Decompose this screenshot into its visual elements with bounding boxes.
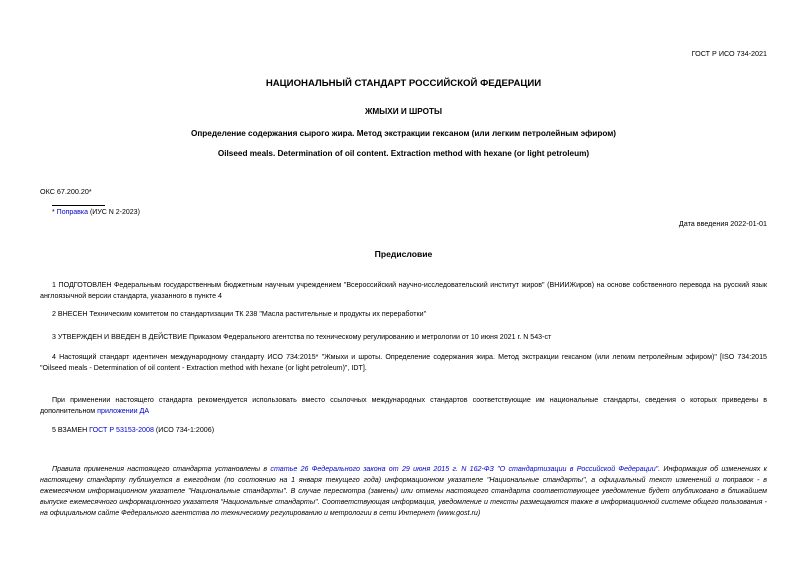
russian-title: Определение содержания сырого жира. Метод экстракции гексаном (или легким петролейным эфиром) <box>190 129 617 138</box>
footnote-prefix: * <box>52 209 57 216</box>
application-rules-paragraph <box>40 464 767 519</box>
rules-text-start: Правила применения настоящего стандарта установлены в <box>52 465 271 473</box>
preface-heading: Предисловие <box>374 249 433 259</box>
english-title: Oilseed meals. Determination of oil content. Extraction method with hexane (or light petroleum) <box>217 149 590 158</box>
amendment-link[interactable]: Поправка <box>56 209 89 216</box>
footnote <box>52 209 140 216</box>
preface-paragraph-3: 3 УТВЕРЖДЕН И ВВЕДЕН В ДЕЙСТВИЕ Приказом Федерального агентства по техническому регулированию и метрологии от 10 июня 2021 г. N 543-ст <box>52 333 552 341</box>
standard-title: НАЦИОНАЛЬНЫЙ СТАНДАРТ РОССИЙСКОЙ ФЕДЕРАЦИИ <box>265 78 542 89</box>
preface-paragraph-4: 4 Настоящий стандарт идентичен международному стандарту ИСО 734:2015* "Жмыхи и шроты. Определение содержания жира. Метод экстракции гексаном (или легким петролейным эфиром)" [ISO 734:2015 "Oilseed meals - Determination of oil content - Extraction method with hexane (or light petroleum)", IDT]. <box>40 353 767 372</box>
oks-code: ОКС 67.200.20* <box>40 187 92 196</box>
document-code: ГОСТ Р ИСО 734-2021 <box>691 49 767 58</box>
paragraph-text: При применении настоящего стандарта рекомендуется использовать вместо ссылочных международных стандартов соответствующие им национальные стандарты, сведения о которых приведены в дополнительном <box>40 396 767 415</box>
product-title: ЖМЫХИ И ШРОТЫ <box>365 107 442 116</box>
footnote-suffix: (ИУС N 2-2023) <box>88 209 140 216</box>
rules-text-rest: . Информация об изменениях к настоящему стандарту публикуется в ежегодном (по состоянию на 1 января текущего года) информационном указателе "Национальные стандарты", а официальный текст изменений и поправок - в ежемесячном информационном указателе "Национальные стандарты". В случае пересмотра (замены) или отмены настоящего стандарта соответствующее уведомление будет опубликовано в ближайшем выпуске ежемесячного информационного указателя "Национальные стандарты". Соответствующая информация, уведомление и тексты размещаются также в информационной системе общего пользования - на официальном сайте Федерального агентства по техническому регулированию и метрологии в сети Интернет (www.gost.ru) <box>40 465 768 517</box>
gost-r-53153-link[interactable]: ГОСТ Р 53153-2008 <box>89 426 154 434</box>
replaces-prefix: 5 ВЗАМЕН <box>52 426 90 434</box>
appendix-da-link[interactable]: приложении ДА <box>97 407 150 415</box>
preface-paragraph-5 <box>40 425 767 436</box>
preface-paragraph-2: 2 ВНЕСЕН Техническим комитетом по стандартизации ТК 238 "Масла растительные и продукты их переработки" <box>52 310 427 318</box>
preface-paragraph-national-standards <box>40 395 767 417</box>
introduction-date: Дата введения 2022-01-01 <box>678 219 767 228</box>
footnote-divider <box>52 205 105 206</box>
preface-paragraph-1: 1 ПОДГОТОВЛЕН Федеральным государственным бюджетным научным учреждением "Всероссийский научно-исследовательский институт жиров" (ВНИИЖиров) на основе собственного перевода на русский язык англоязычной версии стандарта, указанного в пункте 4 <box>40 281 767 300</box>
replaces-suffix: (ИСО 734-1:2006) <box>153 426 215 434</box>
federal-law-link[interactable]: статье 26 Федерального закона от 29 июня 2015 г. N 162-ФЗ "О стандартизации в Российской Федерации" <box>270 465 659 473</box>
